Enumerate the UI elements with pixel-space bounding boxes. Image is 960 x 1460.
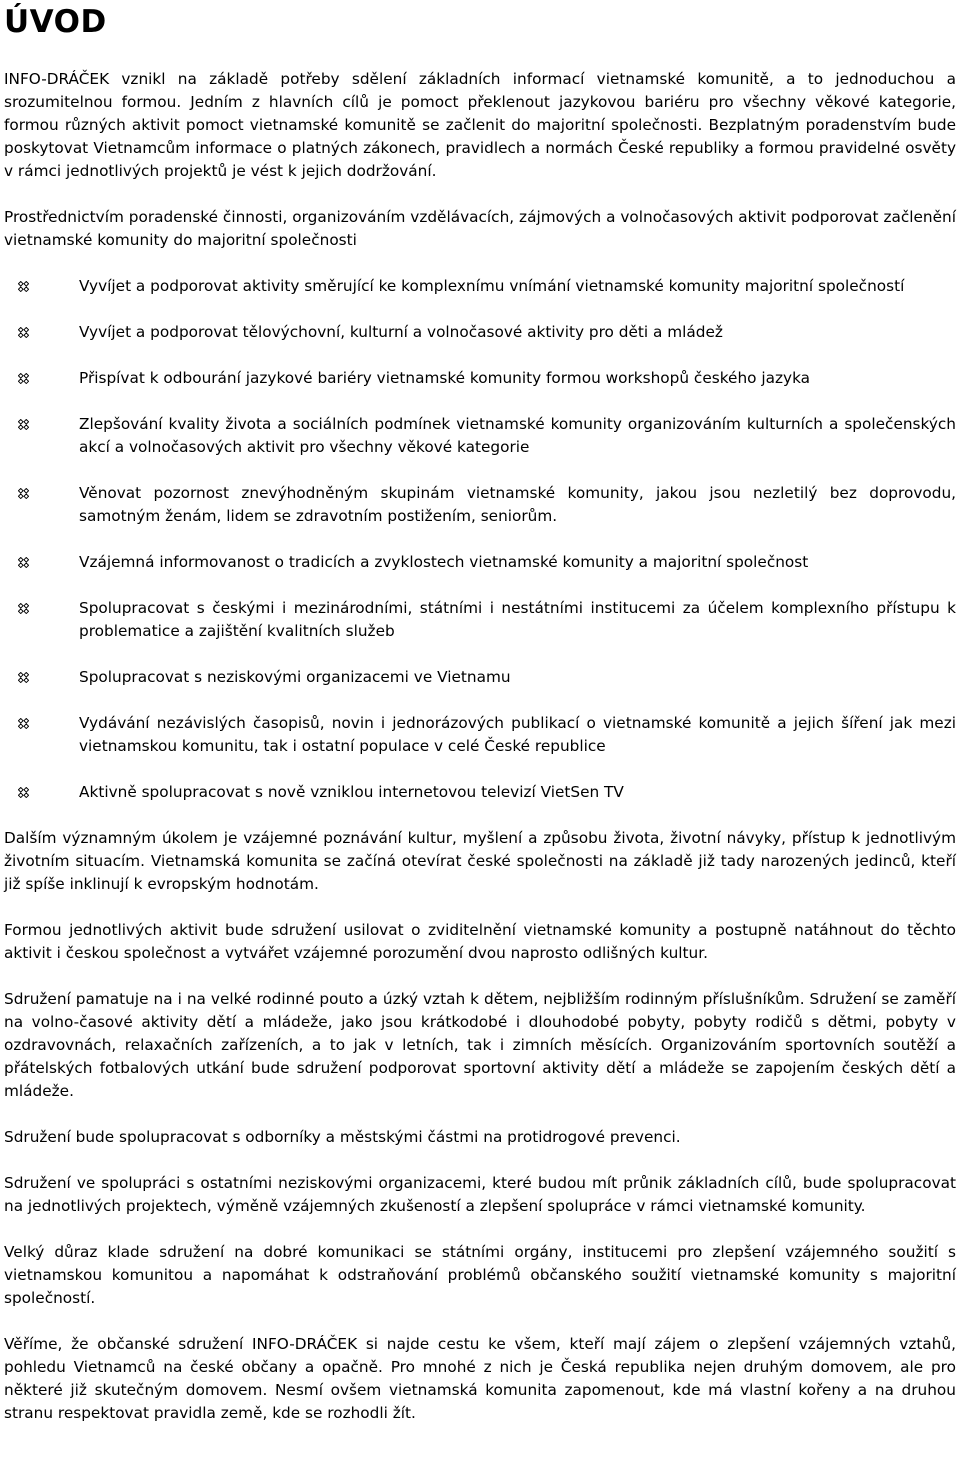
paragraph-drug-prevention: Sdružení bude spolupracovat s odborníky a městskými částmi na protidrogové prevenci. — [4, 1128, 681, 1146]
goal-item — [4, 482, 956, 528]
diamond-star-bullet-icon — [18, 373, 29, 384]
goal-text: Spolupracovat s neziskovými organizacemi ve Vietnamu — [79, 668, 511, 686]
paragraph-cultures: Dalším významným úkolem je vzájemné poznávání kultur, myšlení a způsobu života, životní návyky, přístup k jednotlivým životním situacím. Vietnamská komunita se začíná otevírat české společnosti na základě již tady narozených jedinců, kteří již spíše inklinují k evropským hodnotám. — [4, 829, 956, 893]
diamond-star-bullet-icon — [18, 787, 29, 798]
goal-text: Vyvíjet a podporovat tělovýchovní, kulturní a volnočasové aktivity pro děti a mládež — [79, 323, 723, 341]
page-title: ÚVOD — [4, 4, 107, 40]
goal-item — [4, 321, 956, 344]
goal-item — [4, 666, 956, 689]
diamond-star-bullet-icon — [18, 419, 29, 430]
diamond-star-bullet-icon — [18, 327, 29, 338]
intro-paragraph: INFO-DRÁČEK vznikl na základě potřeby sdělení základních informací vietnamské komunitě, a to jednoduchou a srozumitelnou formou. Jedním z hlavních cílů je pomoct překlenout jazykovou bariéru pro všechny věkové kategorie, formou různých aktivit pomoct vietnamské komunitě se začlenit do majoritní společnosti. Bezplatným poradenstvím bude poskytovat Vietnamcům informace o platných zákonech, pravidlech a normách České republiky a formou pravidelné osvěty v rámci jednotlivých projektů je vést k jejich dodržování. — [4, 70, 956, 180]
paragraph-visibility: Formou jednotlivých aktivit bude sdružení usilovat o zviditelnění vietnamské komunity a postupně natáhnout do těchto aktivit i českou společnost a vytvářet vzájemné porozumění dvou naprosto odlišných kultur. — [4, 921, 956, 962]
diamond-star-bullet-icon — [18, 488, 29, 499]
paragraph-cooperation: Sdružení ve spolupráci s ostatními neziskovými organizacemi, které budou mít průnik základních cílů, bude spolupracovat na jednotlivých projektech, výměně vzájemných zkušeností a zlepšení spolupráce v rámci vietnamské komunity. — [4, 1174, 956, 1215]
goal-item — [4, 367, 956, 390]
paragraph-communication: Velký důraz klade sdružení na dobré komunikaci se státními orgány, institucemi pro zlepšení vzájemného soužití s vietnamskou komunitou a napomáhat k odstraňování problémů občanského soužití vietnamské komunity s majoritní společností. — [4, 1243, 956, 1307]
diamond-star-bullet-icon — [18, 603, 29, 614]
goal-item — [4, 712, 956, 758]
goals-intro-paragraph: Prostřednictvím poradenské činnosti, organizováním vzdělávacích, zájmových a volnočasových aktivit podporovat začlenění vietnamské komunity do majoritní společnosti — [4, 208, 956, 249]
goal-text: Zlepšování kvality života a sociálních podmínek vietnamské komunity organizováním kulturních a společenských akcí a volnočasových aktivit pro všechny věkové kategorie — [79, 415, 956, 456]
goal-item — [4, 413, 956, 459]
goal-text: Aktivně spolupracovat s nově vzniklou internetovou televizí VietSen TV — [79, 783, 624, 801]
goal-text: Vydávání nezávislých časopisů, novin i jednorázových publikací o vietnamské komunitě a jejich šíření jak mezi vietnamskou komunitu, tak i ostatní populace v celé České republice — [79, 714, 956, 755]
goal-text: Vyvíjet a podporovat aktivity směrující ke komplexnímu vnímání vietnamské komunity majoritní společností — [79, 277, 905, 295]
goal-text: Vzájemná informovanost o tradicích a zvyklostech vietnamské komunity a majoritní společnost — [79, 553, 809, 571]
paragraph-family: Sdružení pamatuje na i na velké rodinné pouto a úzký vztah k dětem, nejbližším rodinným příslušníkům. Sdružení se zaměří na volno-časové aktivity dětí a mládeže, jako jsou krátkodobé i dlouhodobé pobyty, pobyty rodičů s dětmi, pobyty v ozdravovnách, relaxačních zařízeních, a to jak v letních, tak i zimních měsících. Organizováním sportovních soutěží a přátelských fotbalových utkání bude sdružení podporovat sportovní aktivity dětí a mládeže se zapojením českých dětí a mládeže. — [4, 990, 956, 1100]
goal-item — [4, 551, 956, 574]
diamond-star-bullet-icon — [18, 281, 29, 292]
goals-list — [4, 275, 956, 804]
diamond-star-bullet-icon — [18, 557, 29, 568]
diamond-star-bullet-icon — [18, 718, 29, 729]
goal-item — [4, 275, 956, 298]
goal-text: Spolupracovat s českými i mezinárodními, státními i nestátními institucemi za účelem komplexního přístupu k problematice a zajištění kvalitních služeb — [79, 599, 956, 640]
document-page — [4, 4, 956, 1425]
goal-item — [4, 781, 956, 804]
goal-text: Přispívat k odbourání jazykové bariéry vietnamské komunity formou workshopů českého jazyka — [79, 369, 811, 387]
diamond-star-bullet-icon — [18, 672, 29, 683]
goal-item — [4, 597, 956, 643]
paragraph-closing: Věříme, že občanské sdružení INFO-DRÁČEK si najde cestu ke všem, kteří mají zájem o zlepšení vzájemných vztahů, pohledu Vietnamců na české občany a opačně. Pro mnohé z nich je Česká republika nejen druhým domovem, ale pro některé již skutečným domovem. Nesmí ovšem vietnamská komunita zapomenout, kde má vlastní kořeny a na druhou stranu respektovat pravidla země, kde se rozhodli žít. — [4, 1335, 956, 1422]
goal-text: Věnovat pozornost znevýhodněným skupinám vietnamské komunity, jakou jsou nezletilý bez doprovodu, samotným ženám, lidem se zdravotním postižením, seniorům. — [79, 484, 956, 525]
